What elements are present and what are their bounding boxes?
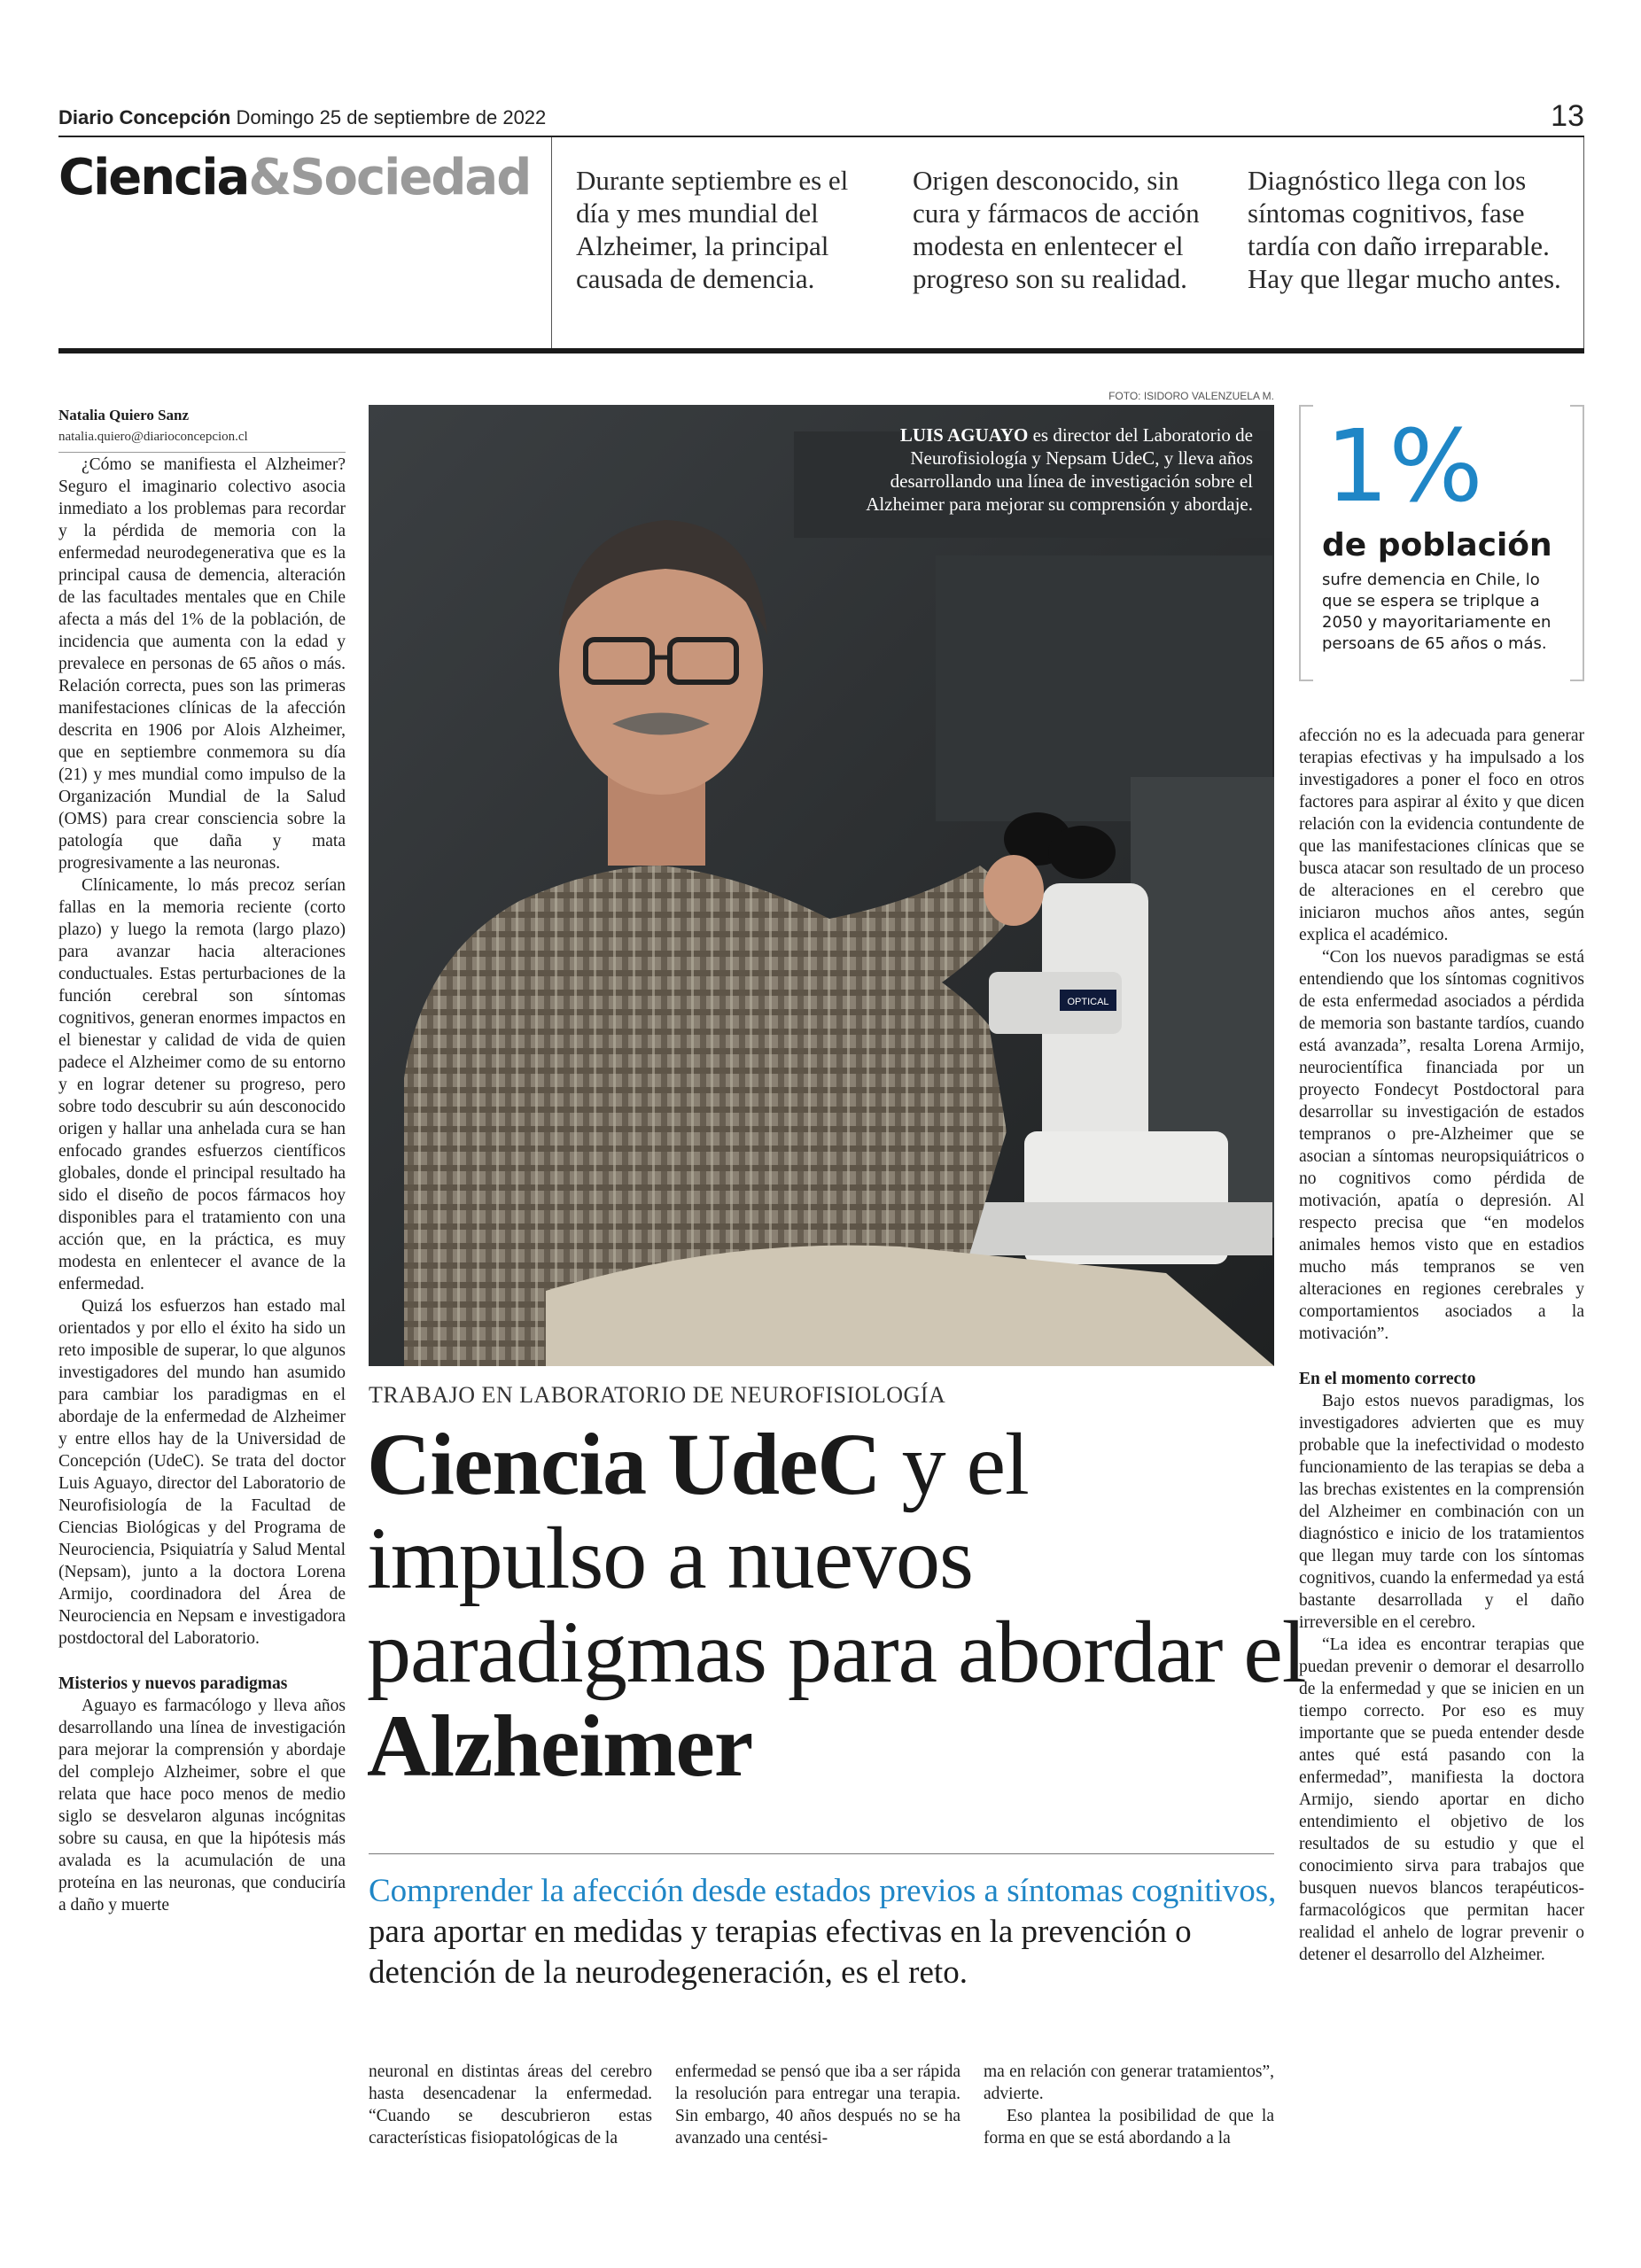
subheading: En el momento correcto <box>1299 1370 1476 1388</box>
article-paragraph: “La idea es encontrar terapias que puedan prevenir o demorar el desarrollo de la enfermedad y que se inicien en un tiempo correcto. Por eso es muy importante que se pueda entender desde antes qué está pasando con la enfermedad”, manifiesta la doctora Armijo, siendo aportar en dicho entendimiento el objetivo de los resultados de su estudio y que el conocimiento sirva para trabajos que busquen nuevos blancos terapéuticos-farmacológicos que permitan hacer realidad el anhelo de lograr prevenir o detener el desarrollo del Alzheimer. <box>1299 1635 1584 1964</box>
microscope-label: OPTICAL <box>1067 997 1109 1007</box>
paper-name: Diario Concepción <box>58 106 231 128</box>
stat-label: de población <box>1322 527 1552 563</box>
author-email: natalia.quiero@diarioconcepcion.cl <box>58 426 346 453</box>
article-paragraph: Clínicamente, lo más precoz serían fallas en la memoria reciente (corto plazo) y luego la remota (largo plazo) para avanzar hacia alteraciones conductuales. Estas perturbaciones de la función cerebral son síntomas cognitivos, generan enormes impactos en el bienestar y calidad de vida de quien padece el Alzheimer como de su entorno y en lograr detener su progreso, pero sobre todo descubrir su aún desconocido origen y hallar una anhelada cura se han enfocado grandes esfuerzos científicos globales, donde el principal resultado ha sido el diseño de pocos fármacos hoy disponibles para el tratamiento con una acción que, en la práctica, es muy modesta en enlentecer el avance de la enfermedad. <box>58 876 346 1293</box>
headline-bold-1: Ciencia UdeC <box>367 1415 881 1513</box>
researcher-photo-illustration <box>369 405 1274 1366</box>
article-paragraph: neuronal en distintas áreas del cerebro hasta desencadenar la enfermedad. “Cuando se descubrieron estas características fisiopatológicas de la <box>369 2062 652 2148</box>
subheading: Misterios y nuevos paradigmas <box>58 1674 288 1693</box>
article-paragraph: enfermedad se pensó que iba a ser rápida la resolución para entregar una terapia. Sin embargo, 40 años después no se ha avanzado una centési- <box>675 2062 960 2148</box>
article-paragraph: ma en relación con generar tratamientos”, advierte. <box>984 2062 1274 2103</box>
deck <box>369 1871 1281 1993</box>
author-name: Natalia Quiero Sanz <box>58 407 190 423</box>
highlight-2: Origen desconocido, sin cura y fármacos de acción modesta en enlentecer el progreso son su realidad. <box>913 165 1200 294</box>
article-column-1 <box>58 454 346 1916</box>
byline <box>58 404 346 453</box>
header-thick-rule <box>58 348 1584 353</box>
section-title-part1: Ciencia <box>58 149 249 206</box>
photo-credit: FOTO: ISIDORO VALENZUELA M. <box>1108 390 1274 402</box>
header-rule <box>58 136 1584 137</box>
masthead <box>58 106 546 129</box>
photo-caption <box>815 423 1253 516</box>
caption-text: es director del Laboratorio de Neurofisiología y Nepsam UdeC, y lleva años desarrollando una línea de investigación sobre el Alzheimer para mejorar su comprensión y abordaje. <box>866 424 1253 515</box>
headline-bold-2: Alzheimer <box>367 1697 753 1795</box>
headline <box>367 1415 1306 1795</box>
article-paragraph: Aguayo es farmacólogo y lleva años desarrollando una línea de investigación para mejorar la comprensión y abordaje del complejo Alzheimer, sobre el que relata que hace poco menos de medio siglo se desvelaron algunas incógnitas sobre su causa, en que la hipótesis más avalada es la acumulación de una proteína en las neuronas, que conduciría a daño y muerte <box>58 1697 346 1915</box>
article-column-2 <box>369 2061 652 2149</box>
deck-rule <box>369 1853 1274 1854</box>
deck-highlight: Comprender la afección desde estados previos a síntomas cognitivos, <box>369 1873 1277 1909</box>
stat-value: 1% <box>1326 409 1483 524</box>
page-number: 13 <box>1551 99 1584 133</box>
lead-photo <box>369 405 1274 1366</box>
article-paragraph: “Con los nuevos paradigmas se está entendiendo que los síntomas cognitivos de esta enfermedad asociados a pérdida de memoria son bastante tardíos, cuando está avanzada”, resalta Lorena Armijo, neurocientífica financiada por un proyecto Fondecyt Postdoctoral para desarrollar su investigación de estados tempranos o pre-Alzheimer que se asocian a síntomas neuropsiquiátricos o no cognitivos como pérdida de motivación, apatía o depresión. Al respecto precisa que “en modelos animales hemos visto que en estadios mucho más tempranos se ven alteraciones en regiones cerebrales y comportamientos asociados a la motivación”. <box>1299 948 1584 1343</box>
article-paragraph: Bajo estos nuevos paradigmas, los investigadores advierten que es muy probable que la inefectividad o modesto funcionamiento de las terapias se deba a las brechas existentes en la comprensión del Alzheimer en combinación con un diagnóstico e inicio de los tratamientos que llegan muy tarde con los síntomas cognitivos, cuando la enfermedad ya está bastante desarrollada y el daño irreversible en el cerebro. <box>1299 1392 1584 1632</box>
stat-description: sufre demencia en Chile, lo que se espera se triplque a 2050 y mayoritariamente en persoans de 65 años o más. <box>1322 571 1552 653</box>
article-column-4 <box>984 2061 1274 2149</box>
article-column-5 <box>1299 725 1584 1966</box>
article-column-3 <box>675 2061 960 2149</box>
deck-text: para aportar en medidas y terapias efectivas en la prevención o detención de la neurodegeneración, es el reto. <box>369 1914 1192 1991</box>
article-paragraph: afección no es la adecuada para generar terapias efectivas y ha impulsado a los investigadores a poner el foco en otros factores para aspirar al éxito y que dicen relación con la evidencia contundente de que las manifestaciones clínicas que se busca atacar son resultado de un proceso de alteraciones en el cerebro que iniciaron muchos años antes, según explica el académico. <box>1299 726 1584 944</box>
article-paragraph: Quizá los esfuerzos han estado mal orientados y por ello el éxito ha sido un reto imposible de superar, lo que algunos investigadores del mundo han asumido para cambiar los paradigmas en el abordaje de la enfermedad de Alzheimer y entre ellos hay de la Universidad de Concepción (UdeC). Se trata del doctor Luis Aguayo, director del Laboratorio de Neurofisiología de la Facultad de Ciencias Biológicas y del Programa de Neurociencia, Psiquiatría y Salud Mental (Nepsam), junto a la doctora Lorena Armijo, coordinadora del Área de Neurociencia en Nepsam e investigadora postdoctoral del Laboratorio. <box>58 1297 346 1648</box>
kicker: TRABAJO EN LABORATORIO DE NEUROFISIOLOGÍA <box>369 1382 946 1408</box>
header-right-rule <box>1583 137 1584 350</box>
article-paragraph: Eso plantea la posibilidad de que la forma en que se está abordando a la <box>984 2107 1274 2148</box>
stat-box <box>1299 405 1584 681</box>
headline-regular: y el impulso a nuevos paradigmas para abordar el <box>367 1415 1306 1701</box>
article-paragraph: ¿Cómo se manifiesta el Alzheimer? Seguro el imaginario colectivo asocia inmediato a los problemas para recordar y la pérdida de memoria con la enfermedad neurodegenerativa que es la principal causa de demencia, alteración de las facultades mentales que en Chile afecta a más del 1% de la población, de incidencia que aumenta con la edad y prevalece en personas de 65 años o más. Relación correcta, pues son las primeras manifestaciones clínicas de la afección descrita en 1906 por Alois Alzheimer, que en septiembre conmemora su día (21) y mes mundial como impulso de la Organización Mundial de la Salud (OMS) para crear consciencia sobre la patología que daña y mata progresivamente a las neuronas. <box>58 455 346 873</box>
highlight-3: Diagnóstico llega con los síntomas cognitivos, fase tardía con daño irreparable. Hay que llegar mucho antes. <box>1248 165 1561 294</box>
section-title <box>58 149 530 206</box>
stat-bracket-left <box>1299 405 1313 681</box>
caption-name: LUIS AGUAYO <box>899 424 1029 446</box>
stat-bracket-right <box>1570 405 1584 681</box>
highlight-1: Durante septiembre es el día y mes mundial del Alzheimer, la principal causada de demencia. <box>576 165 849 294</box>
issue-date: Domingo 25 de septiembre de 2022 <box>236 106 547 128</box>
section-title-part2: &Sociedad <box>248 149 531 206</box>
header-divider <box>551 137 552 350</box>
